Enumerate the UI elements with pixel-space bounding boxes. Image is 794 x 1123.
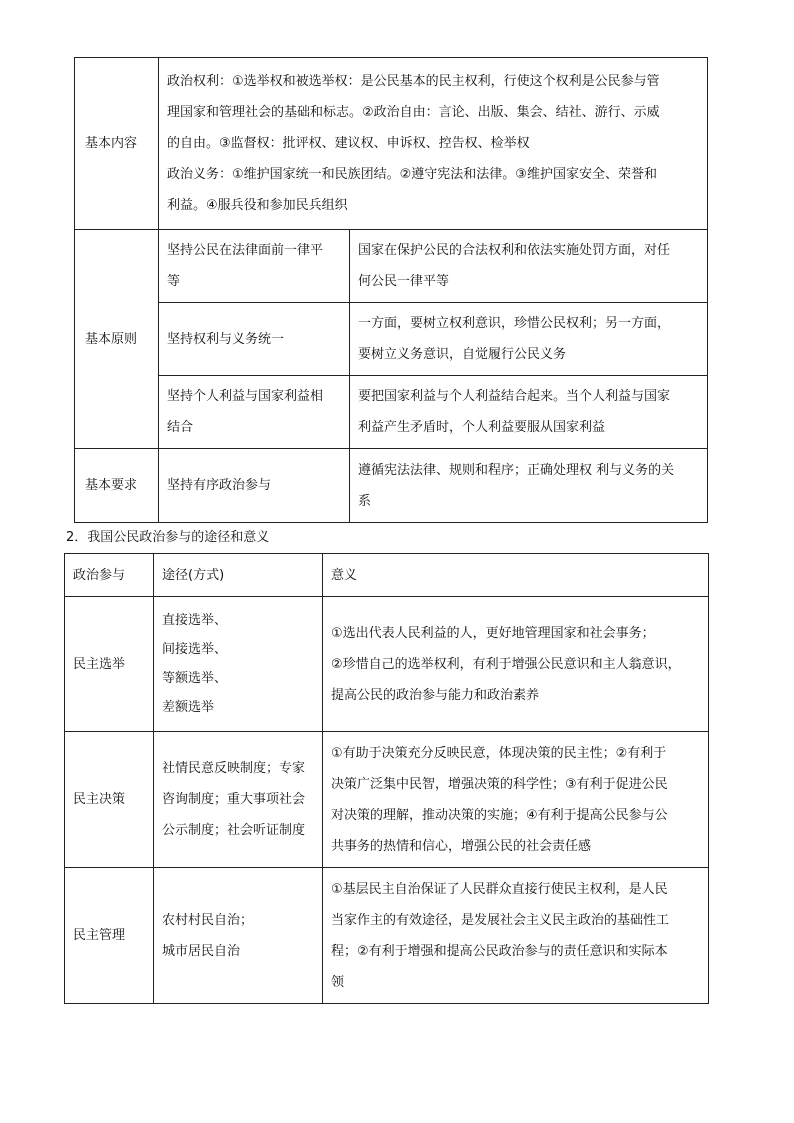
section-heading: 2．我国公民政治参与的途径和意义 (66, 530, 270, 545)
text-line: 共事务的热情和信心，增强公民的社会责任感 (331, 838, 592, 854)
text-line: 程；②有利于增强和提高公民政治参与的责任意识和实际本 (331, 943, 668, 959)
text-line: 对决策的理解，推动决策的实施；④有利于提高公民参与公 (331, 807, 668, 823)
row-label-decision: 民主决策 (65, 732, 154, 868)
text-line: 一方面，要树立权利意识，珍惜公民权利；另一方面， (358, 316, 671, 331)
text-line: 坚持个人利益与国家利益相 (167, 389, 324, 404)
text-line: 坚持权利与义务统一 (167, 331, 285, 347)
content-line: 的自由。③监督权：批评权、建议权、申诉权、控告权、检举权 (167, 136, 530, 151)
text-line: 当家作主的有效途径，是发展社会主义民主政治的基础性工 (331, 912, 670, 928)
text-line: ①选出代表人民利益的人，更好地管理国家和社会事务； (331, 625, 655, 641)
text-line: ①有助于决策充分反映民意，体现决策的民主性；②有利于 (331, 745, 667, 761)
text-line: 系 (358, 493, 372, 509)
row-label-principles: 基本原则 (75, 230, 159, 449)
content-line: 利益。④服兵役和参加民兵组织 (167, 198, 348, 213)
requirement-desc (350, 449, 708, 523)
political-rights-table (74, 57, 708, 523)
row-label-content: 基本内容 (75, 58, 159, 230)
meaning-cell (323, 597, 709, 732)
text-line: 决策广泛集中民智，增强决策的科学性；③有利于促进公民 (331, 776, 668, 792)
text-line: 要树立义务意识，自觉履行公民义务 (358, 347, 567, 362)
path-cell (154, 868, 323, 1004)
text-line: ②珍惜自己的选举权利，有利于增强公民意识和主人翁意识， (331, 656, 681, 672)
content-line: 政治权利：①选举权和被选举权：是公民基本的民主权利，行使这个权利是公民参与管 (167, 74, 660, 89)
text-line: 社情民意反映制度；专家 (162, 761, 306, 776)
text-line: 公示制度；社会听证制度 (162, 823, 306, 838)
header-path: 途径(方式) (154, 554, 323, 597)
principle-desc (350, 303, 708, 376)
text-line: 等额选举、 (162, 671, 228, 686)
header-participation: 政治参与 (65, 554, 154, 597)
text-line: 间接选举、 (162, 642, 228, 657)
content-line: 政治义务：①维护国家统一和民族团结。②遵守宪法和法律。③维护国家安全、荣誉和 (167, 167, 657, 182)
text-line: 坚持公民在法律面前一律平 (167, 243, 324, 258)
content-cell (159, 58, 708, 230)
text-line: 何公民一律平等 (358, 274, 450, 289)
meaning-cell (323, 732, 709, 868)
text-line: ①基层民主自治保证了人民群众直接行使民主权利，是人民 (331, 881, 668, 897)
path-cell (154, 732, 323, 868)
row-label-election: 民主选举 (65, 597, 154, 732)
text-line: 等 (167, 274, 181, 289)
meaning-cell (323, 868, 709, 1004)
principle-name (159, 230, 350, 303)
text-line: 遵循宪法法律、规则和程序；正确处理权 利与义务的关 (358, 462, 675, 478)
text-line: 利益产生矛盾时，个人利益要服从国家利益 (358, 420, 606, 435)
text-line: 咨询制度；重大事项社会 (162, 792, 306, 807)
political-participation-table (64, 553, 709, 1004)
text-line: 结合 (167, 420, 194, 435)
text-line: 城市居民自治 (162, 943, 241, 959)
text-line: 要把国家利益与个人利益结合起来。当个人利益与国家 (358, 389, 671, 404)
text-line: 差额选举 (162, 700, 215, 715)
text-line: 直接选举、 (162, 613, 228, 628)
principle-desc (350, 376, 708, 449)
text-line: 领 (331, 974, 345, 990)
text-line: 国家在保护公民的合法权利和依法实施处罚方面，对任 (358, 243, 671, 258)
principle-desc (350, 230, 708, 303)
content-line: 理国家和管理社会的基础和标志。②政治自由：言论、出版、集会、结社、游行、示威 (167, 105, 660, 120)
principle-name (159, 303, 350, 376)
path-cell (154, 597, 323, 732)
row-label-requirements: 基本要求 (75, 449, 159, 523)
requirement-name (159, 449, 350, 523)
text-line: 农村村民自治； (162, 912, 254, 928)
header-meaning: 意义 (323, 554, 709, 597)
text-line: 坚持有序政治参与 (167, 478, 272, 493)
principle-name (159, 376, 350, 449)
row-label-management: 民主管理 (65, 868, 154, 1004)
text-line: 提高公民的政治参与能力和政治素养 (331, 687, 540, 703)
